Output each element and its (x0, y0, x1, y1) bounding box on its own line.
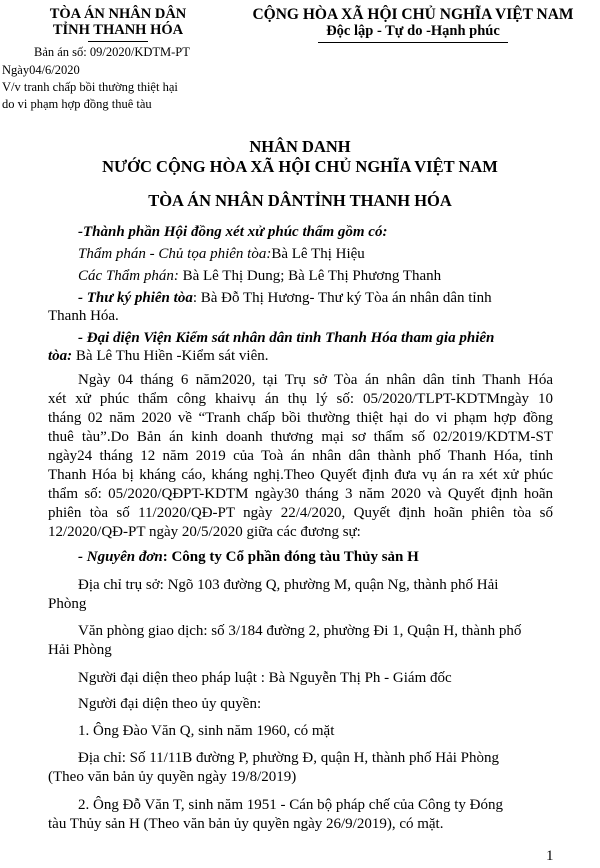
presiding-judge-line (78, 245, 365, 264)
presiding-label: Thẩm phán - Chủ tọa phiên tòa: (78, 246, 272, 262)
plaintiff-address-line2: Phòng (48, 596, 87, 612)
plaintiff-value: : Công ty Cổ phần đóng tàu Thủy sản H (162, 549, 419, 565)
representative-1-authorization: (Theo văn bản ủy quyền ngày 19/8/2019) (48, 769, 297, 785)
judges-line (78, 267, 441, 286)
motto-underline (318, 42, 508, 43)
title-country: NƯỚC CỘNG HÒA XÃ HỘI CHỦ NGHĨA VIỆT NAM (102, 157, 498, 176)
judgment-date: Ngày04/6/2020 (2, 63, 80, 77)
plaintiff-label: - Nguyên đơn (78, 549, 163, 565)
clerk-value: : Bà Đỗ Thị Hương- Thư ký Tòa án nhân dân tỉnh (192, 290, 492, 306)
judges-value: Bà Lê Thị Dung; Bà Lê Thị Phương Thanh (178, 268, 442, 284)
title-in-the-name: NHÂN DANH (249, 137, 351, 156)
procuracy-line2 (48, 347, 269, 366)
national-title: CỘNG HÒA XÃ HỘI CHỦ NGHĨA VIỆT NAM (252, 6, 574, 23)
judges-label: Các Thẩm phán: (78, 268, 179, 284)
main-line-1: xét xử phúc thẩm công khaivụ án thụ lý số: 05/2020/TLPT-KDTMngày 10 (48, 391, 553, 407)
representative-2-line1: 2. Ông Đỗ Văn T, sinh năm 1951 - Cán bộ pháp chế của Công ty Đóng (78, 797, 503, 813)
plaintiff-address-line1: Địa chỉ trụ sở: Ngõ 103 đường Q, phường M, quận Ng, thành phố Hải (78, 577, 499, 593)
representative-2-line2: tàu Thủy sản H (Theo văn bản ủy quyền ngày 26/9/2019), có mặt. (48, 816, 444, 832)
plaintiff-line (78, 548, 419, 567)
national-motto: Độc lập - Tự do -Hạnh phúc (326, 23, 500, 39)
title-court: TÒA ÁN NHÂN DÂNTỈNH THANH HÓA (148, 191, 452, 210)
main-line-2: tháng 02 năm 2020 về “Tranh chấp bồi thường thiệt hại do vi phạm hợp đồng (48, 410, 553, 426)
procuracy-label-line1: - Đại diện Viện Kiểm sát nhân dân tỉnh Thanh Hóa tham gia phiên (78, 330, 495, 346)
main-line-0: Ngày 04 tháng 6 năm2020, tại Trụ sở Tòa án nhân dân tỉnh Thanh Hóa (78, 372, 553, 388)
court-name-line2: TỈNH THANH HÓA (52, 22, 184, 38)
plaintiff-office-line1: Văn phòng giao dịch: số 3/184 đường 2, phường Đi 1, Quận H, thành phố (78, 623, 522, 639)
main-line-4: ngày24 tháng 12 năm 2019 của Toà án nhân dân thành phố Thanh Hóa, tỉnh (48, 448, 553, 464)
clerk-line (78, 289, 492, 308)
clerk-line2: Thanh Hóa. (48, 308, 119, 324)
subject-line2: do vi phạm hợp đồng thuê tàu (2, 97, 152, 111)
representative-1-address: Địa chỉ: Số 11/11B đường P, phường Đ, quận H, thành phố Hải Phòng (78, 750, 500, 766)
plaintiff-office-line2: Hải Phòng (48, 642, 112, 658)
main-line-7: phiên tòa số 11/2020/QĐ-PT ngày 22/4/2020, Quyết định hoãn phiên tòa số (48, 505, 553, 521)
main-line-5: Thanh Hóa bị kháng cáo, kháng nghị.Theo Quyết định đưa vụ án ra xét xử phúc (48, 467, 553, 483)
page-number: 1 (546, 848, 554, 864)
court-underline (88, 41, 148, 42)
legal-representative: Người đại diện theo pháp luật : Bà Nguyễn Thị Ph - Giám đốc (78, 670, 452, 686)
main-line-6: thẩm số: 05/2020/QĐPT-KDTM ngày30 tháng 3 năm 2020 và Quyết định hoãn (48, 486, 553, 502)
judgment-number: Bản án số: 09/2020/KDTM-PT (34, 45, 190, 59)
subject-line1: V/v tranh chấp bồi thường thiệt hại (2, 80, 178, 94)
main-line-3: thuê tàu”.Do Bản án kinh doanh thương mại sơ thẩm số 02/2019/KDTM-ST (48, 429, 553, 445)
presiding-value: Bà Lê Thị Hiệu (271, 246, 365, 262)
main-line-8: 12/2020/QĐ-PT ngày 20/5/2020 giữa các đương sự: (48, 524, 361, 540)
clerk-label: - Thư ký phiên tòa (78, 290, 193, 306)
procuracy-value: Bà Lê Thu Hiền -Kiểm sát viên. (72, 348, 269, 364)
panel-heading: -Thành phần Hội đồng xét xử phúc thẩm gồm có: (78, 224, 388, 240)
representative-1: 1. Ông Đào Văn Q, sinh năm 1960, có mặt (78, 723, 335, 739)
procuracy-label-line2: tòa: (48, 348, 73, 364)
authorized-representative: Người đại diện theo ủy quyền: (78, 696, 262, 712)
court-name-line1: TÒA ÁN NHÂN DÂN (49, 6, 187, 22)
